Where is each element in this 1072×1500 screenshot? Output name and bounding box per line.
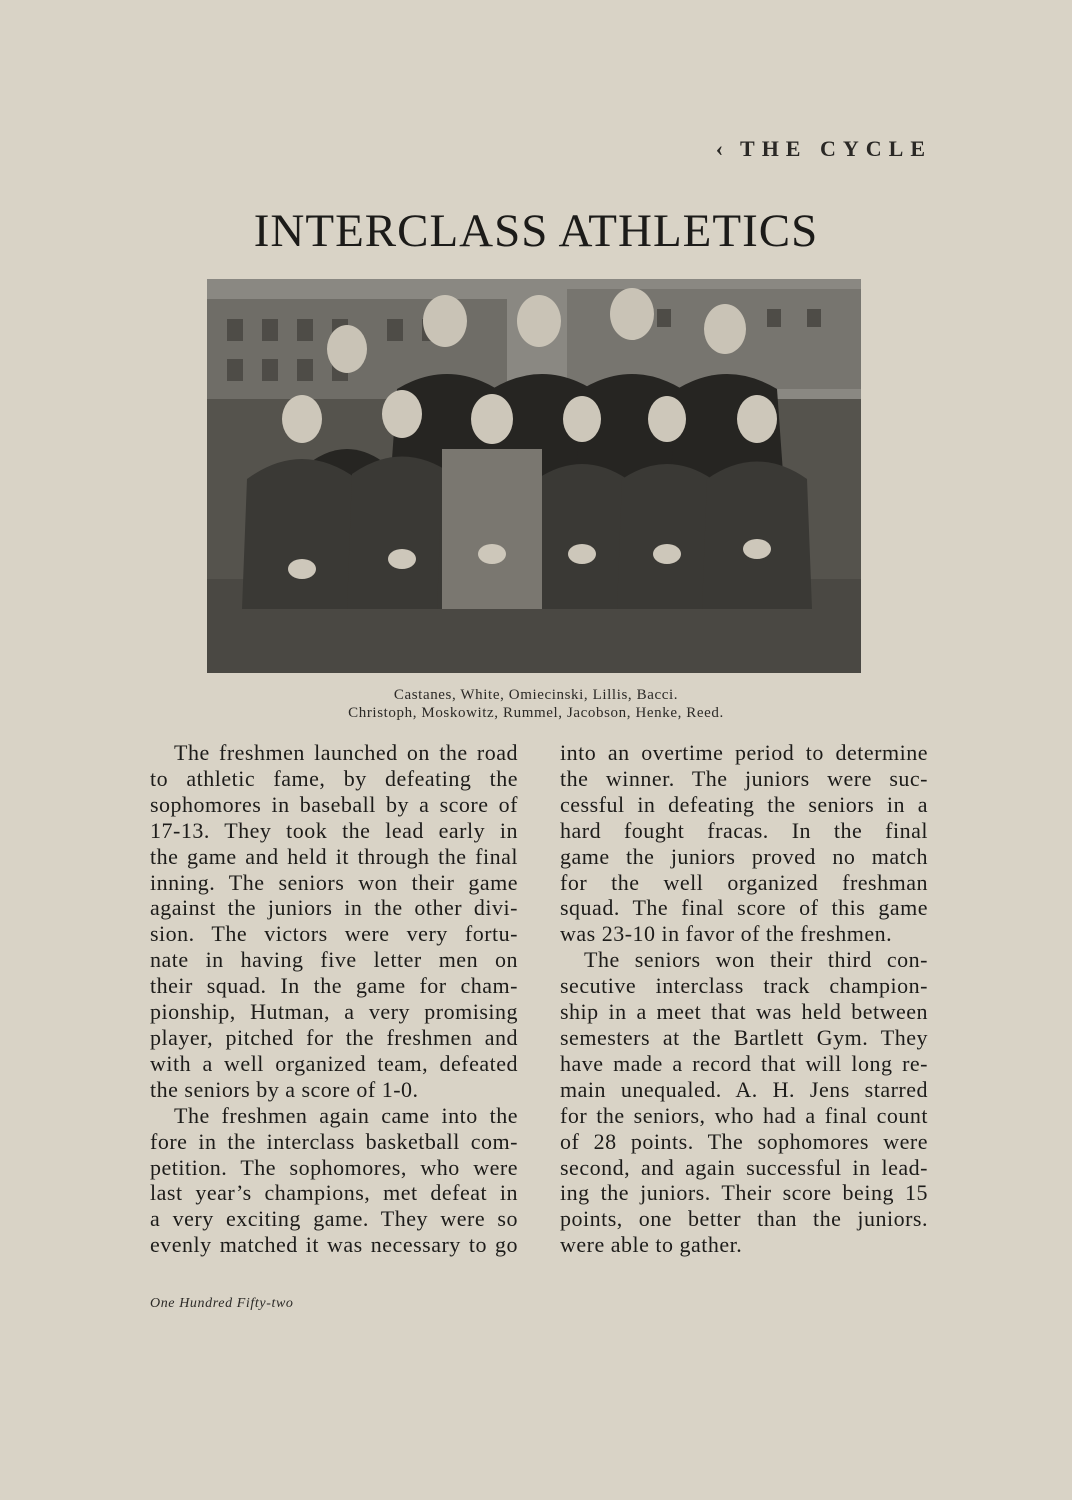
text-line: squad. The final score of this game [560, 895, 928, 921]
text-line: secutive interclass track champion- [560, 973, 928, 999]
text-line: cessful in defeating the seniors in a [560, 791, 928, 817]
text-line: fore in the interclass basketball com- [150, 1128, 518, 1154]
text-line: game the juniors proved no match [560, 843, 928, 869]
photo-caption [0, 686, 1072, 722]
text-line: was 23-10 in favor of the freshmen. [560, 921, 893, 947]
caption-line-2: Christoph, Moskowitz, Rummel, Jacobson, Henke, Reed. [348, 705, 724, 721]
text-line: last year’s champions, met defeat in [150, 1180, 518, 1206]
page-title: INTERCLASS ATHLETICS [253, 205, 819, 257]
text-line: the seniors by a score of 1-0. [150, 1076, 419, 1102]
text-line: into an overtime period to determine [560, 740, 928, 765]
text-line: sophomores in baseball by a score of [150, 791, 518, 817]
text-line: points, one better than the juniors. [560, 1206, 928, 1232]
text-line: ship in a meet that was held between [560, 999, 928, 1025]
text-line: sion. The victors were very fortu- [150, 921, 518, 947]
text-line: ing the juniors. Their score being 15 [560, 1180, 928, 1206]
text-line: a very exciting game. They were so [150, 1206, 518, 1232]
text-line: to athletic fame, by defeating the [150, 765, 518, 791]
text-line: The freshmen launched on the road [174, 740, 518, 765]
text-line: have made a record that will long re- [560, 1050, 928, 1076]
text-line: the winner. The juniors were suc- [560, 765, 928, 791]
text-line: The seniors won their third con- [584, 947, 928, 973]
text-line: of 28 points. The sophomores were [560, 1128, 928, 1154]
caption-line-1: Castanes, White, Omiecinski, Lillis, Bacci. [393, 687, 679, 703]
running-head-text: THE CYCLE [740, 136, 932, 161]
text-line: evenly matched it was necessary to go [150, 1232, 518, 1258]
page-number: One Hundred Fifty-two [150, 1296, 294, 1311]
text-line: inning. The seniors won their game [150, 869, 518, 895]
left-column [150, 740, 518, 1258]
team-photo-icon [207, 279, 861, 673]
text-line: with a well organized team, defeated [150, 1050, 518, 1076]
text-line: the game and held it through the final [150, 843, 518, 869]
text-line: against the juniors in the other divi- [150, 895, 518, 921]
text-line: were able to gather. [560, 1232, 743, 1258]
team-photo [207, 279, 861, 673]
right-column [560, 740, 928, 1258]
text-line: petition. The sophomores, who were [150, 1154, 518, 1180]
text-line: for the well organized freshman [560, 869, 928, 895]
text-line: semesters at the Bartlett Gym. They [560, 1024, 928, 1050]
text-line: for the seniors, who had a final count [560, 1102, 928, 1128]
text-line: their squad. In the game for cham- [150, 973, 518, 999]
text-line: main unequaled. A. H. Jens starred [560, 1076, 928, 1102]
text-line: second, and again successful in lead- [560, 1154, 928, 1180]
running-head-mark: ‹ [715, 136, 731, 161]
text-line: nate in having five letter men on [150, 947, 518, 973]
text-line: 17-13. They took the lead early in [150, 817, 518, 843]
text-line: hard fought fracas. In the final [560, 817, 928, 843]
text-line: pionship, Hutman, a very promising [150, 999, 518, 1025]
running-head [716, 136, 932, 162]
text-line: player, pitched for the freshmen and [150, 1024, 518, 1050]
text-line: The freshmen again came into the [174, 1102, 518, 1128]
